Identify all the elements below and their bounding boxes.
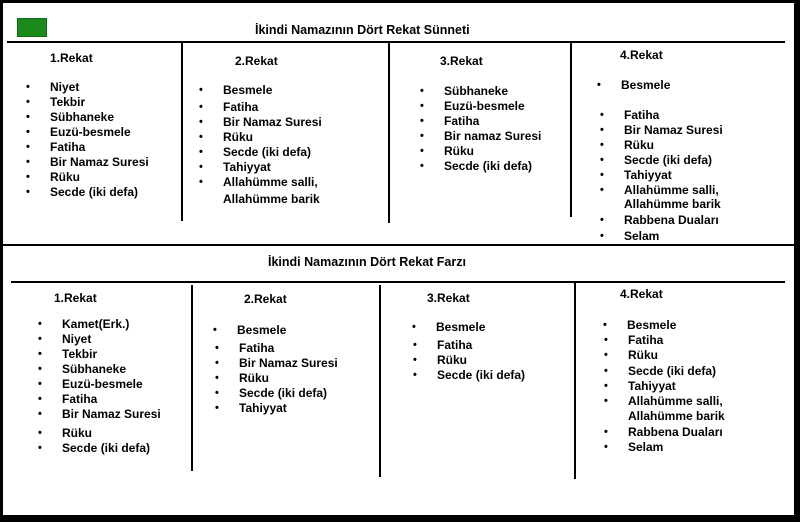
list-item: • Selam [604,440,664,454]
list-item: • Secde (iki defa) [199,145,312,159]
column-heading: 4.Rekat [620,287,663,301]
list-item: • Selam [600,229,660,243]
list-item: • Niyet [26,80,80,94]
list-item: • Secde (iki defa) [38,441,151,455]
list-item: • Allahümme salli, [199,175,318,189]
list-item: • Fatiha [413,338,473,352]
list-item: • Secde (iki defa) [26,185,139,199]
list-item: Allahümme barik [624,197,721,211]
list-item: • Tekbir [38,347,98,361]
sunnet-title-rule [7,41,785,43]
sunnet-divider-1 [181,41,183,221]
list-item: • Fatiha [38,392,98,406]
list-item: • Bir Namaz Suresi [26,155,149,169]
list-item: • Besmele [199,83,273,97]
list-item: • Fatiha [215,341,275,355]
list-item: • Bir Namaz Suresi [38,407,161,421]
list-item: • Niyet [38,332,92,346]
sunnet-title: İkindi Namazının Dört Rekat Sünneti [255,23,470,37]
column-heading: 3.Rekat [427,291,470,305]
list-item: • Rüku [420,144,474,158]
list-item: • Tahiyyat [199,160,271,174]
document-frame [3,3,794,515]
list-item: • Fatiha [199,100,259,114]
list-item: • Tahiyyat [215,401,287,415]
list-item: • Tahiyyat [604,379,676,393]
list-item: • Besmele [412,320,486,334]
list-item: • Secde (iki defa) [413,368,526,382]
column-heading: 1.Rekat [54,291,97,305]
list-item: • Bir Namaz Suresi [215,356,338,370]
list-item: • Besmele [603,318,677,332]
list-item: • Rüku [600,138,654,152]
list-item: • Rüku [26,170,80,184]
farz-title: İkindi Namazının Dört Rekat Farzı [268,255,466,269]
list-item: • Fatiha [26,140,86,154]
list-item: • Fatiha [420,114,480,128]
list-item: • Sübhaneke [38,362,127,376]
list-item: • Rabbena Duaları [600,213,719,227]
list-item: • Rüku [215,371,269,385]
list-item: • Tekbir [26,95,86,109]
list-item: • Rüku [199,130,253,144]
list-item: • Allahümme salli, [600,183,719,197]
list-item: • Kamet(Erk.) [38,317,130,331]
sunnet-divider-3 [570,41,572,217]
column-heading: 4.Rekat [620,48,663,62]
list-item: • Bir Namaz Suresi [600,123,723,137]
list-item: • Fatiha [600,108,660,122]
farz-divider-3 [574,283,576,479]
list-item: • Sübhaneke [26,110,115,124]
sunnet-divider-2 [388,41,390,223]
list-item: • Rabbena Duaları [604,425,723,439]
green-rectangle-icon [17,18,47,37]
list-item: Allahümme barik [223,192,320,206]
list-item: • Besmele [213,323,287,337]
list-item: • Besmele [597,78,671,92]
list-item: • Secde (iki defa) [600,153,713,167]
list-item: • Euzü-besmele [420,99,525,113]
list-item: • Bir Namaz Suresi [199,115,322,129]
list-item: • Bir namaz Suresi [420,129,542,143]
farz-title-rule [11,281,785,283]
logo-fill [17,18,47,37]
column-heading: 1.Rekat [50,51,93,65]
list-item: • Fatiha [604,333,664,347]
list-item: • Rüku [38,426,92,440]
list-item: • Euzü-besmele [38,377,143,391]
list-item: • Secde (iki defa) [215,386,328,400]
list-item: • Euzü-besmele [26,125,131,139]
column-heading: 2.Rekat [235,54,278,68]
section-separator [3,244,794,246]
list-item: • Secde (iki defa) [604,364,717,378]
farz-divider-1 [191,285,193,471]
list-item: • Secde (iki defa) [420,159,533,173]
list-item: • Allahümme salli, [604,394,723,408]
list-item: • Sübhaneke [420,84,509,98]
list-item: • Tahiyyat [600,168,672,182]
list-item: Allahümme barik [628,409,725,423]
list-item: • Rüku [413,353,467,367]
column-heading: 2.Rekat [244,292,287,306]
column-heading: 3.Rekat [440,54,483,68]
farz-divider-2 [379,285,381,477]
list-item: • Rüku [604,348,658,362]
